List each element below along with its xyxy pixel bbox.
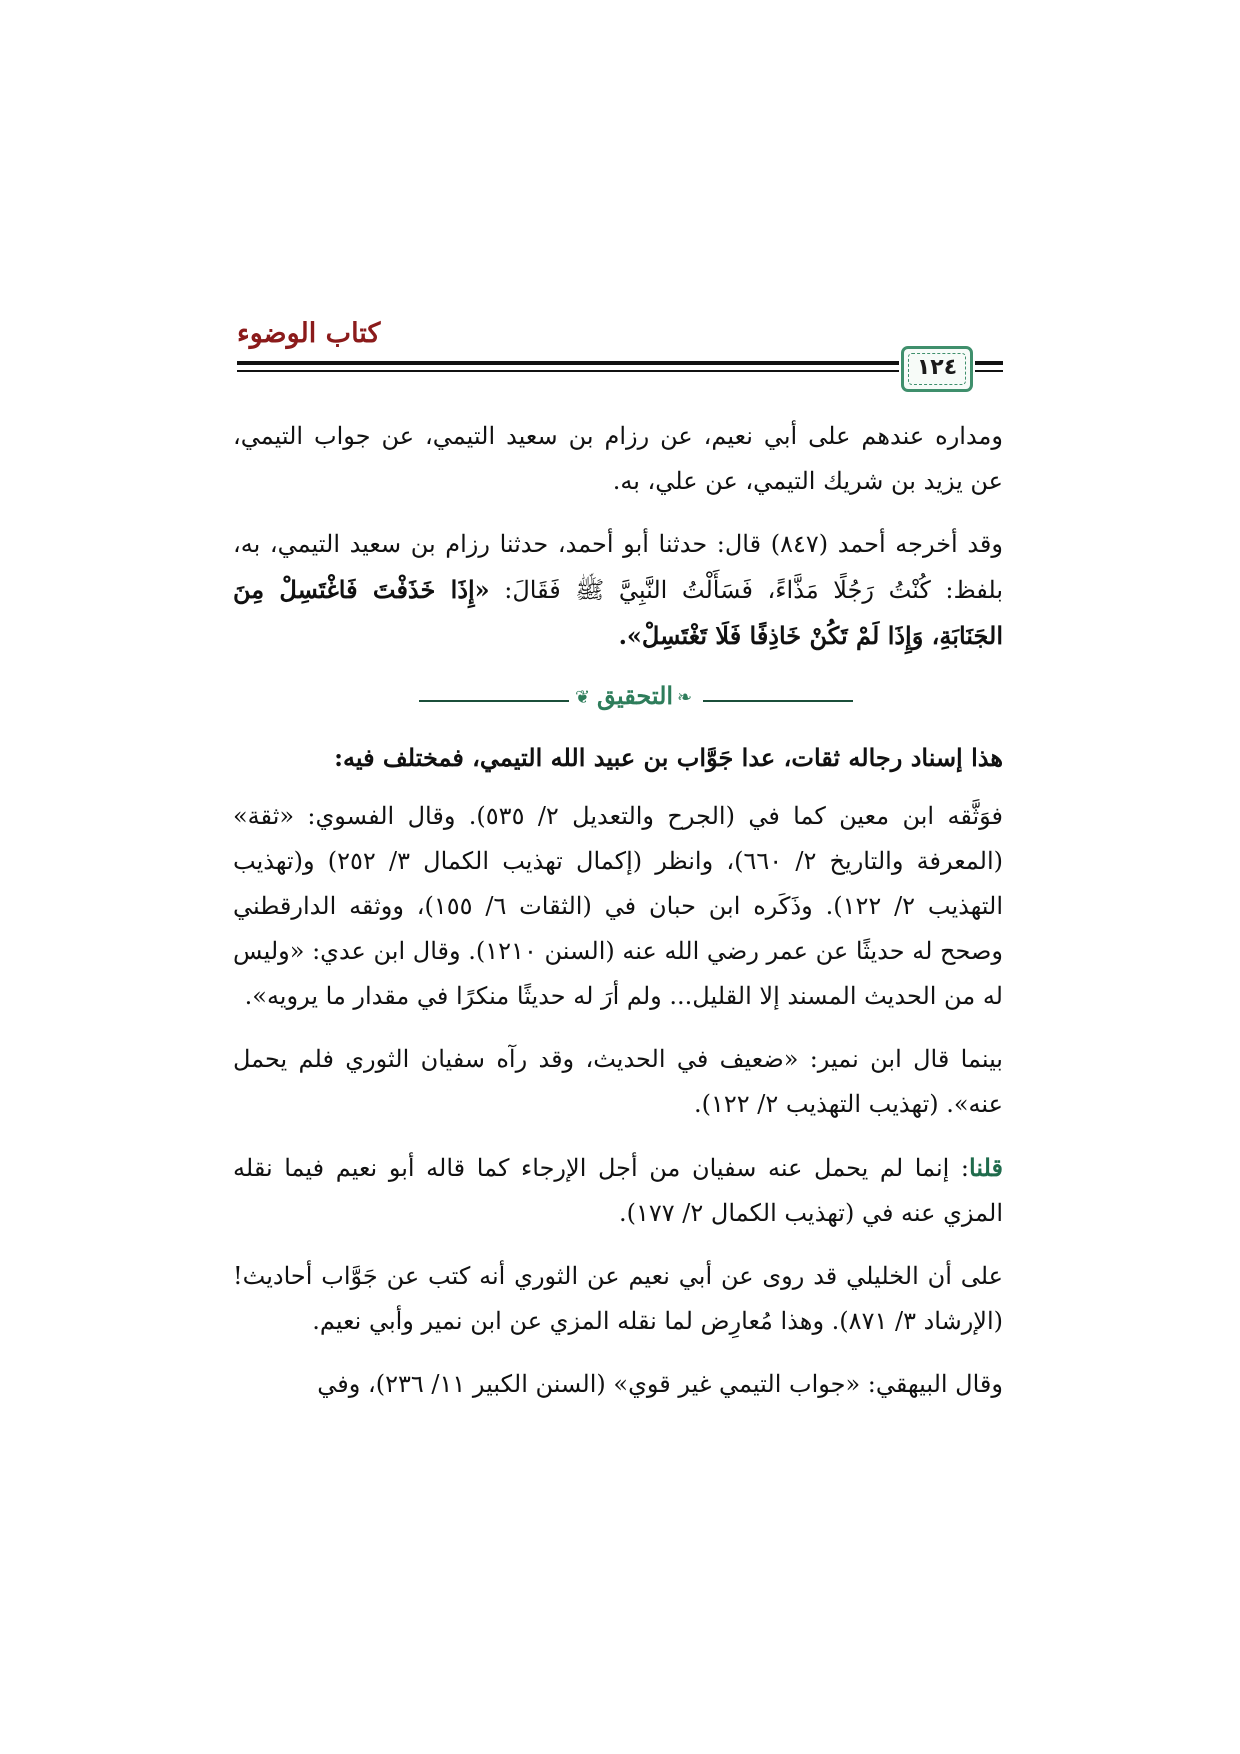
divider-line-right bbox=[703, 700, 853, 702]
paragraph-6: على أن الخليلي قد روى عن أبي نعيم عن الثوري أنه كتب عن جَوَّاب أحاديث! (الإرشاد ٣/ ٨٧١). وهذا مُعارِض لما نقله المزي عن ابن نمير وأبي نعيم. bbox=[233, 1262, 1003, 1335]
body-text bbox=[233, 414, 1003, 1425]
paragraph-3: فوَثَّقه ابن معين كما في (الجرح والتعديل ٢/ ٥٣٥). وقال الفسوي: «ثقة» (المعرفة والتاريخ ٢/ ٦٦٠)، وانظر (إكمال تهذيب الكمال ٣/ ٢٥٢) و(تهذيب التهذيب ٢/ ١٢٢). وذَكَره ابن حبان في (الثقات ٦/ ١٥٥)، ووثقه الدارقطني وصحح له حديثًا عن عمر رضي الله عنه (السنن ١٢١٠). وقال ابن عدي: «وليس له من الحديث المسند إلا القليل... ولم أرَ له حديثًا منكرًا في مقدار ما يرويه». bbox=[233, 802, 1004, 1010]
paragraph-5-lead: قلنا bbox=[969, 1153, 1003, 1182]
header-rule-thick bbox=[237, 361, 899, 365]
ornament-icon: ❦ bbox=[575, 687, 591, 708]
paragraph-4: بينما قال ابن نمير: «ضعيف في الحديث، وقد رآه سفيان الثوري فلم يحمل عنه». (تهذيب التهذيب ٢/ ١٢٢). bbox=[233, 1045, 1003, 1118]
header-rule-right-thick bbox=[975, 361, 1003, 365]
header-rule-thin bbox=[237, 370, 899, 372]
book-title: كتاب الوضوء bbox=[237, 318, 381, 349]
section-heading: هذا إسناد رجاله ثقات، عدا جَوَّاب بن عبيد الله التيمي، فمختلف فيه: bbox=[334, 743, 1003, 772]
paragraph-1: ومداره عندهم على أبي نعيم، عن رزام بن سعيد التيمي، عن جواب التيمي، عن يزيد بن شريك التيمي، عن علي، به. bbox=[233, 422, 1003, 495]
paragraph-2-intro: وقد أخرجه أحمد (٨٤٧) قال: حدثنا أبو أحمد، حدثنا رزام بن سعيد التيمي، به، بلفظ: كُنْتُ رَجُلًا مَذَّاءً، فَسَأَلْتُ النَّبِيَّ ﷺ فَقَالَ: bbox=[233, 530, 1004, 604]
paragraph-2 bbox=[233, 522, 1003, 659]
ornament-icon: ❧ bbox=[677, 687, 693, 708]
section-divider bbox=[233, 677, 1003, 721]
paragraph-7: وقال البيهقي: «جواب التيمي غير قوي» (السنن الكبير ١١/ ٢٣٦)، وفي bbox=[317, 1370, 1003, 1398]
divider-line-left bbox=[419, 700, 569, 702]
paragraph-5-text: : إنما لم يحمل عنه سفيان من أجل الإرجاء كما قاله أبو نعيم فيما نقله المزي عنه في (تهذيب الكمال ٢/ ١٧٧). bbox=[233, 1154, 1003, 1227]
page-number: ١٢٤ bbox=[916, 355, 958, 380]
hadith-text: «إِذَا خَذَفْتَ فَاغْتَسِلْ مِنَ الجَنَابَةِ، وَإِذَا لَمْ تَكُنْ خَاذِفًا فَلَا تَغْتَسِلْ». bbox=[233, 575, 1003, 650]
page-header bbox=[237, 318, 1003, 393]
page-number-badge bbox=[901, 346, 973, 392]
header-rule-right-thin bbox=[975, 370, 1003, 372]
section-title: التحقيق bbox=[596, 681, 674, 710]
paragraph-5 bbox=[233, 1145, 1003, 1236]
